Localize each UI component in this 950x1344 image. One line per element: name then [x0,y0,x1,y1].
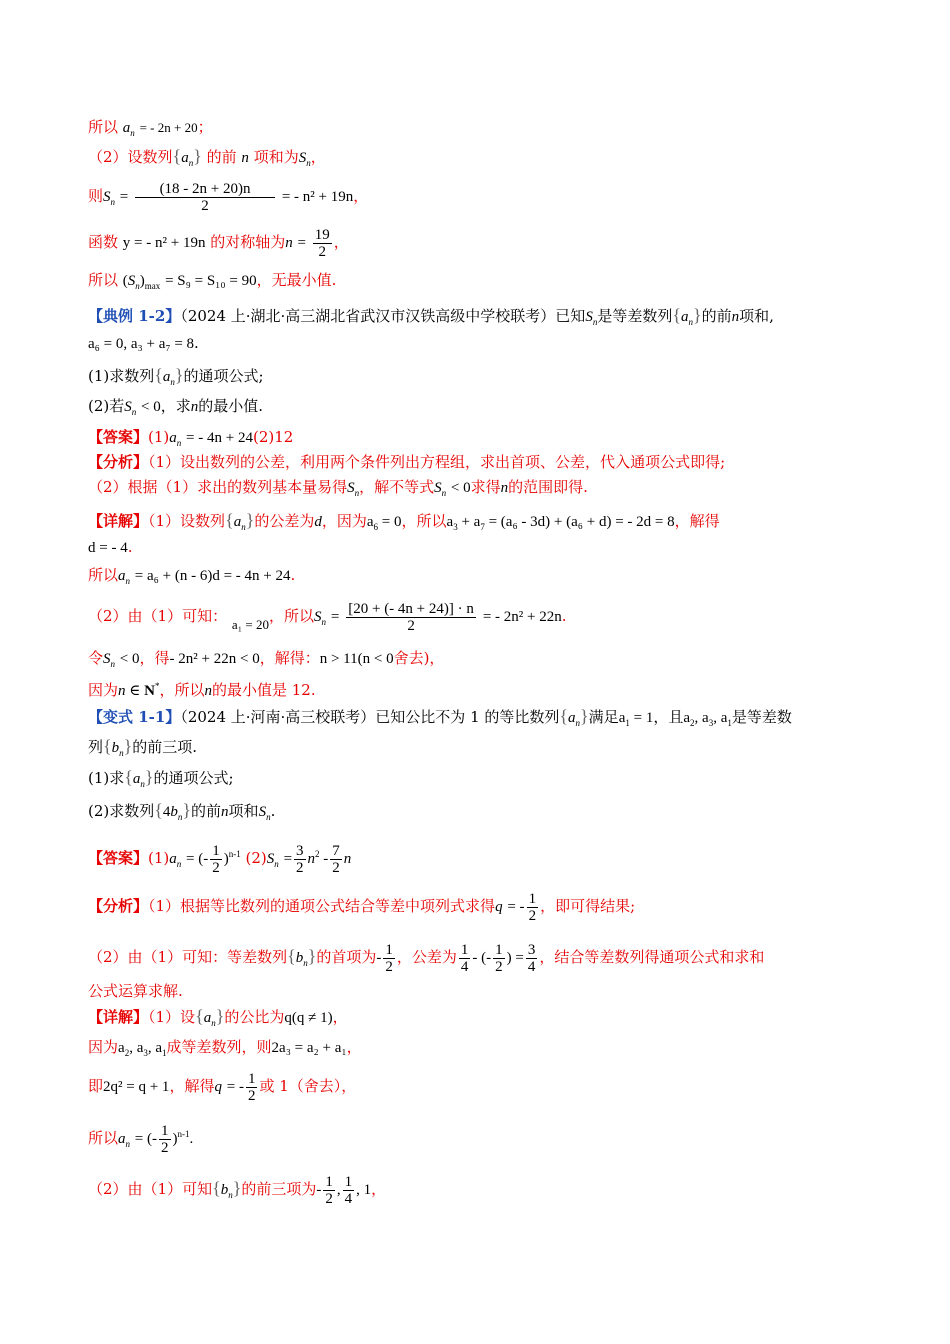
text: (1)求数列 [88,367,155,385]
math-expr: a₁ = 20 [231,617,270,632]
text: （2）由（1）可知： [88,607,228,625]
text: ，因为 [321,512,367,530]
detail-1-2-line6: 因为n ∈ N*，所以n的最小值是 12. [88,681,316,699]
text: 的最小值是 12. [211,681,316,699]
text: （1）根据等比数列的通项公式结合等差中项列式求得 [148,897,496,915]
numerator: (18 - 2n + 20)n [135,181,275,198]
text: 的前 [206,148,237,166]
text: 的前三项为 [241,1180,317,1198]
text: (2) [245,849,267,867]
text: ，所以 [269,607,315,625]
text: 所以 [88,271,119,289]
text: 的范围即得. [508,478,588,496]
detail-1-2-line4: （2）由（1）可知： a₁ = 20，所以$S_n$ = $\frac{[20 + (- 4n + 24)] \cdot n}{2}$ = - 2n² + 22n. [88,600,567,634]
text: 所以 [88,566,119,584]
text: （1）设出数列的公差，利用两个条件列出方程组，求出首项、公差，代入通项公式即得; [148,453,726,471]
detail-1-2-line3: 所以$a_n = a_6 + (n - 6)d$ = - 4n + 24. [88,566,296,586]
math-expr: n > 11(n < 0 [319,651,394,667]
answer-1-2: 【答案】$(1)a_n$ = - 4n + 24(2)12 [88,428,294,448]
math-expr: = - 2n² + 22n [482,609,562,625]
detail-1-1-line4: 所以$a_n$ = (- $\frac{1}{2}$ )$^{n-1}$. [88,1122,194,1156]
text: ，公差为 [396,948,457,966]
text: ，求 [160,397,191,415]
text: （2024 上·河南·高三校联考）已知公比不为 1 的等比数列 [180,708,560,726]
text: 因为 [88,1038,119,1056]
text: 或 1（舍去）， [259,1077,357,1095]
text: 则 [88,187,104,205]
math-expr: = a₆ + (n - 6)d = - 4n + 24 [134,568,291,584]
detail-tag: 【详解】 [88,1008,149,1026]
text: 成等差数列，则 [166,1038,272,1056]
example-1-2-q1: (1)求数列$\{a_n\}$的通项公式; [88,365,264,387]
example-1-2-q2: (2)若$S_n < 0$，求n的最小值. [88,397,264,417]
fraction [346,601,476,634]
math-expr: q(q ≠ 1) [284,1010,333,1026]
denominator: 2 [201,197,209,214]
analysis-1-1-line1: 【分析】（1）根据等比数列的通项公式结合等差中项列式求得q = - $\frac{1}{2}$ ，即可得结果; [88,890,636,924]
math-expr: = - 4n + 24 [186,430,253,446]
text: ，所以 [159,681,205,699]
text: 满足 [588,708,619,726]
variant-1-1-header: 【变式 1-1】（2024 上·河南·高三校联考）已知公比不为 1 的等比数列$\{a_n\}$满足$a_1 = 1$，且$a_2$, $a_3$, $a_1$是等差数 [88,706,792,728]
text: 的前三项. [132,738,198,756]
text: （2024 上·湖北·高三湖北省武汉市汉铁高级中学校联考）已知 [180,307,586,325]
text: 因为 [88,681,119,699]
text: 项和, [739,307,774,325]
detail-1-1-line3: 即2q² = q + 1，解得q = - $\frac{1}{2}$ 或 1（舍去）， [88,1070,357,1104]
analysis-tag: 【分析】 [88,897,149,915]
text: ，解不等式 [359,478,435,496]
detail-tag: 【详解】 [88,512,149,530]
text: （2）根据（1）求出的数列基本量易得 [88,478,348,496]
text: （2）设数列 [88,148,173,166]
variant-1-1-q1: (1)求$\{a_n\}$的通项公式; [88,767,234,789]
detail-1-1-line1: 【详解】（1）设$\{a_n\}$的公比为q(q ≠ 1)， [88,1006,348,1028]
text: ，所以 [401,512,447,530]
numerator: [20 + (- 4n + 24)] · n [346,601,476,618]
text: (1) [148,849,170,867]
text: (2)若 [88,397,125,415]
text: 的公差为 [254,512,315,530]
text: 令 [88,649,104,667]
text: ，解得 [674,512,720,530]
text: 即 [88,1077,104,1095]
detail-1-1-line5: （2）由（1）可知$\{b_n\}$的前三项为- $\frac{1}{2}$ , $\frac{1}{4}$ , 1， [88,1173,387,1207]
fraction [313,227,332,260]
text: 项和为 [253,148,299,166]
fraction [135,181,275,214]
text: 是等差数列 [597,307,673,325]
text: 项和 [228,802,259,820]
answer-tag: 【答案】 [88,428,149,446]
detail-1-2-line1: 【详解】（1）设数列$\{a_n\}$的公差为d，因为$a_6 = 0$，所以$a_3 + a_7 = (a_6 - 3d) + (a_6 + d)$ = - 2d = 8，解得 [88,510,720,532]
text: 的对称轴为 [210,233,286,251]
analysis-tag: 【分析】 [88,453,149,471]
analysis-1-1-line2: （2）由（1）可知：等差数列$\{b_n\}$的首项为- $\frac{1}{2}$ ，公差为 $\frac{1}{4}$ - (- $\frac{1}{2}$ ) = $\frac{3}{4}$ ，结合等差数列得通项公式和求和 [88,941,765,975]
line-sn-formula: 则$S_n$ = $\frac{(18 - 2n + 20)n}{2}$ = - n² + 19n， [88,180,369,214]
text: 舍去)， [393,649,445,667]
math-expr: 2a₃ = a₂ + a₁ [271,1040,347,1056]
text: 的公比为 [224,1008,285,1026]
answer-tag: 【答案】 [88,849,149,867]
denominator: 2 [318,243,327,260]
detail-1-2-line5: 令$S_n < 0$，得- 2n² + 22n < 0，解得：n > 11(n < 0舍去)， [88,649,445,669]
math-expr: a₆ = 0, a₃ + a₇ = 8 [88,336,195,352]
text: ，结合等差数列得通项公式和求和 [539,948,765,966]
text: （1）设 [148,1008,196,1026]
text: (2)求数列 [88,802,155,820]
text: ，即可得结果; [540,897,636,915]
text: 的最小值. [198,397,264,415]
text: ； [197,118,213,136]
text: 所以 [88,1129,119,1147]
text: (2)12 [252,428,294,446]
text: （1）设数列 [148,512,226,530]
line-sum-def: （2）设数列$\{a_n\}$ 的前 n 项和为$S_n$， [88,146,326,168]
text: (1)求 [88,769,125,787]
denominator: 2 [407,617,415,634]
text: 的前 [701,307,732,325]
text: 的通项公式; [183,367,264,385]
detail-1-1-line2: 因为$a_2$, $a_3$, $a_1$成等差数列，则2a₃ = a₂ + a₁， [88,1038,362,1058]
math-expr: = (a₆ - 3d) + (a₆ + d) = - 2d = 8 [488,514,675,530]
math-expr: 2q² = q + 1 [103,1079,170,1095]
text: ，得 [139,649,170,667]
variant-tag: 【变式 1-1】 [88,708,181,726]
example-tag: 【典例 1-2】 [88,307,181,325]
detail-1-2-line2: d = - 4. [88,538,133,556]
text: ，且 [653,708,684,726]
variant-1-1-q2: (2)求数列$\{4b_n\}$的前n项和$S_n$. [88,800,276,822]
line-an-formula [88,117,910,143]
text: 函数 [88,233,119,251]
line-axis: 函数 y = - n² + 19n 的对称轴为n = $\frac{19}{2}$ ， [88,226,349,260]
text: 的通项公式; [153,769,234,787]
math-expr: - 2n² + 22n < 0 [169,651,260,667]
example-1-2-header: 【典例 1-2】（2024 上·湖北·高三湖北省武汉市汉铁高级中学校联考）已知$S_n$是等差数列$\{a_n\}$的前n项和, [88,305,774,327]
text: 列 [88,738,104,756]
text: 的前 [191,802,222,820]
variant-1-1-header2: 列$\{b_n\}$的前三项. [88,736,198,758]
math-expr: d = - 4 [88,540,128,556]
math-expr: y = - n² + 19n [122,235,206,251]
text: （2）由（1）可知：等差数列 [88,948,288,966]
analysis-1-2-line1 [88,452,910,472]
math-expr: = S₉ = S₁₀ = 90 [165,273,257,289]
text: ，解得： [259,649,320,667]
example-1-2-cond: a₆ = 0, a₃ + a₇ = 8. [88,334,199,352]
answer-1-1: 【答案】$(1)a_n$ = (- $\frac{1}{2}$ )$^{n-1}$ $(2)S_n$ = $\frac{3}{2}$ $n^2$ - $\frac{7}{2}$ n [88,842,352,876]
math: $a_n$ [122,120,135,138]
analysis-1-2-line2: （2）根据（1）求出的数列基本量易得$S_n$，解不等式$S_n < 0$求得n的范围即得. [88,478,588,498]
text: (1) [148,428,170,446]
text: （2）由（1）可知 [88,1180,213,1198]
text: 公式运算求解. [88,982,183,1000]
numerator: 19 [314,226,330,243]
math-expr: = - 2n + 20 [139,120,198,135]
text: 的首项为 [316,948,377,966]
math-expr: = - n² + 19n [281,189,354,205]
line-max: 所以 $(S_n)_{max} = S_9 = S_{10} = 90$，无最小值. [88,271,337,291]
text: 所以 [88,118,119,136]
text: 是等差数 [731,708,792,726]
analysis-1-1-line3 [88,981,910,1001]
text: ，无最小值. [256,271,337,289]
text: 求得 [470,478,501,496]
text: ，解得 [169,1077,215,1095]
